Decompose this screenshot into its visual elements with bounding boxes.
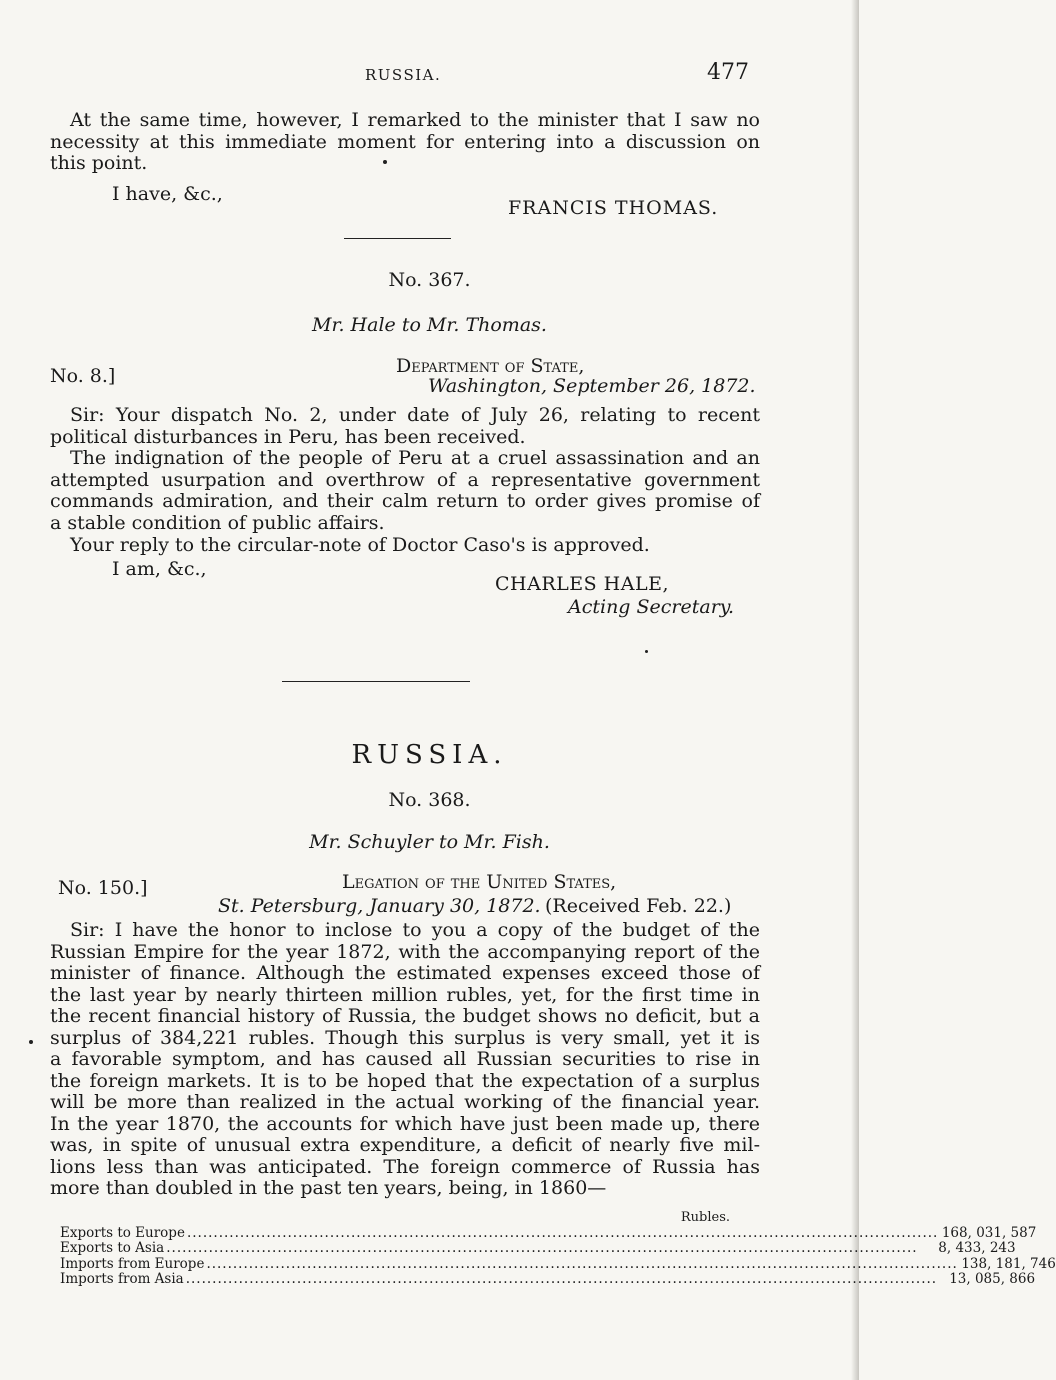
- document-number: No. 368.: [388, 789, 471, 811]
- row-value: 8, 433, 243: [938, 1240, 1016, 1256]
- opening-paragraph: [50, 110, 760, 175]
- page-number: 477: [707, 60, 749, 85]
- running-title: RUSSIA.: [365, 66, 442, 84]
- table-unit-header: Rubles.: [680, 1210, 730, 1225]
- text-line: lions less than was anticipated. The foreign commerce of Russia has: [50, 1155, 760, 1178]
- print-speck: [383, 160, 387, 164]
- table-row: [60, 1224, 1037, 1242]
- text-line: the last year by nearly thirteen million rubles, yet, for the first time in: [50, 983, 760, 1006]
- approval-line: Your reply to the circular-note of Doctor Caso's is approved.: [70, 534, 650, 556]
- place-date: St. Petersburg, January 30, 1872.: [218, 895, 541, 917]
- text-line: the recent financial history of Russia, the budget shows no deficit, but a: [50, 1005, 760, 1027]
- text-line: will be more than realized in the actual working of the financial year.: [50, 1091, 760, 1113]
- correspondence-parties: Mr. Hale to Mr. Thomas.: [312, 314, 547, 336]
- text-line: The indignation of the people of Peru at a cruel assassination and an: [70, 447, 760, 469]
- signature: FRANCIS THOMAS.: [508, 197, 719, 219]
- text-line: a favorable symptom, and has caused all Russian securities to rise in: [50, 1048, 760, 1070]
- text-line: surplus of 384,221 rubles. Though this surplus is very small, yet it is: [50, 1026, 760, 1049]
- document-number: No. 367.: [388, 269, 471, 291]
- office-heading: Department of State,: [396, 355, 585, 377]
- print-speck: [645, 650, 648, 653]
- row-label: Exports to Asia: [60, 1240, 165, 1256]
- closing-formula: I have, &c.,: [112, 183, 223, 205]
- row-label: Imports from Asia: [60, 1271, 184, 1287]
- text-line: the foreign markets. It is to be hoped that the expectation of a surplus: [50, 1069, 760, 1092]
- signature: CHARLES HALE,: [495, 573, 669, 595]
- row-value: 168, 031, 587: [941, 1224, 1037, 1241]
- dispatch-reference: No. 8.]: [50, 365, 116, 387]
- leader-dots: ..............................................................................................................................................: [166, 1240, 918, 1256]
- divider-rule: [344, 238, 451, 239]
- text-line: was, in spite of unusual extra expenditure, a deficit of nearly five mil-: [50, 1134, 760, 1156]
- text-line: minister of finance. Although the estimated expenses exceed those of: [50, 962, 760, 984]
- section-divider: [282, 681, 470, 682]
- text-line: At the same time, however, I remarked to the minister that I saw no: [70, 109, 760, 131]
- text-line: more than doubled in the past ten years, being, in 1860—: [50, 1177, 607, 1199]
- closing-formula: I am, &c.,: [112, 558, 207, 580]
- text-line: necessity at this immediate moment for entering into a discussion on: [50, 130, 760, 153]
- row-value: 13, 085, 866: [949, 1271, 1036, 1287]
- letter-paragraph: [50, 920, 760, 1200]
- text-line: In the year 1870, the accounts for which have just been made up, there: [50, 1112, 760, 1135]
- signature-title: Acting Secretary.: [568, 596, 735, 618]
- letter-paragraph: [50, 448, 760, 534]
- office-heading: Legation of the United States,: [342, 871, 617, 893]
- row-value: 138, 181, 746: [961, 1255, 1056, 1272]
- received-date: (Received Feb. 22.): [545, 895, 732, 917]
- place-date: Washington, September 26, 1872.: [428, 375, 756, 397]
- table-row: [60, 1255, 1056, 1273]
- text-line: attempted usurpation and overthrow of a representative government: [50, 468, 760, 491]
- text-line: commands admiration, and their calm return to order gives promise of: [50, 490, 760, 512]
- page-binding-edge: [851, 0, 859, 1380]
- section-title: RUSSIA.: [351, 740, 508, 770]
- dispatch-reference: No. 150.]: [58, 877, 148, 899]
- row-label: Imports from Europe: [60, 1255, 205, 1272]
- trade-table: [60, 1210, 1056, 1288]
- text-line: Sir: Your dispatch No. 2, under date of July 26, relating to recent: [70, 404, 760, 426]
- correspondence-parties: Mr. Schuyler to Mr. Fish.: [309, 831, 550, 853]
- print-speck: [29, 1040, 33, 1044]
- leader-dots: ..............................................................................................................................................: [185, 1271, 938, 1287]
- row-label: Exports to Europe: [60, 1224, 185, 1241]
- table-row: [60, 1240, 1016, 1257]
- table-row: [60, 1271, 1036, 1288]
- text-line: Russian Empire for the year 1872, with the accompanying report of the: [50, 940, 760, 963]
- letter-paragraph: [50, 405, 760, 448]
- leader-dots: ..............................................................................................................................................: [206, 1255, 958, 1272]
- text-line: Sir: I have the honor to inclose to you a copy of the budget of the: [70, 919, 760, 941]
- text-line: political disturbances in Peru, has been received.: [50, 425, 526, 448]
- text-line: this point.: [50, 152, 148, 174]
- text-line: a stable condition of public affairs.: [50, 511, 385, 534]
- leader-dots: ..............................................................................................................................................: [186, 1224, 939, 1241]
